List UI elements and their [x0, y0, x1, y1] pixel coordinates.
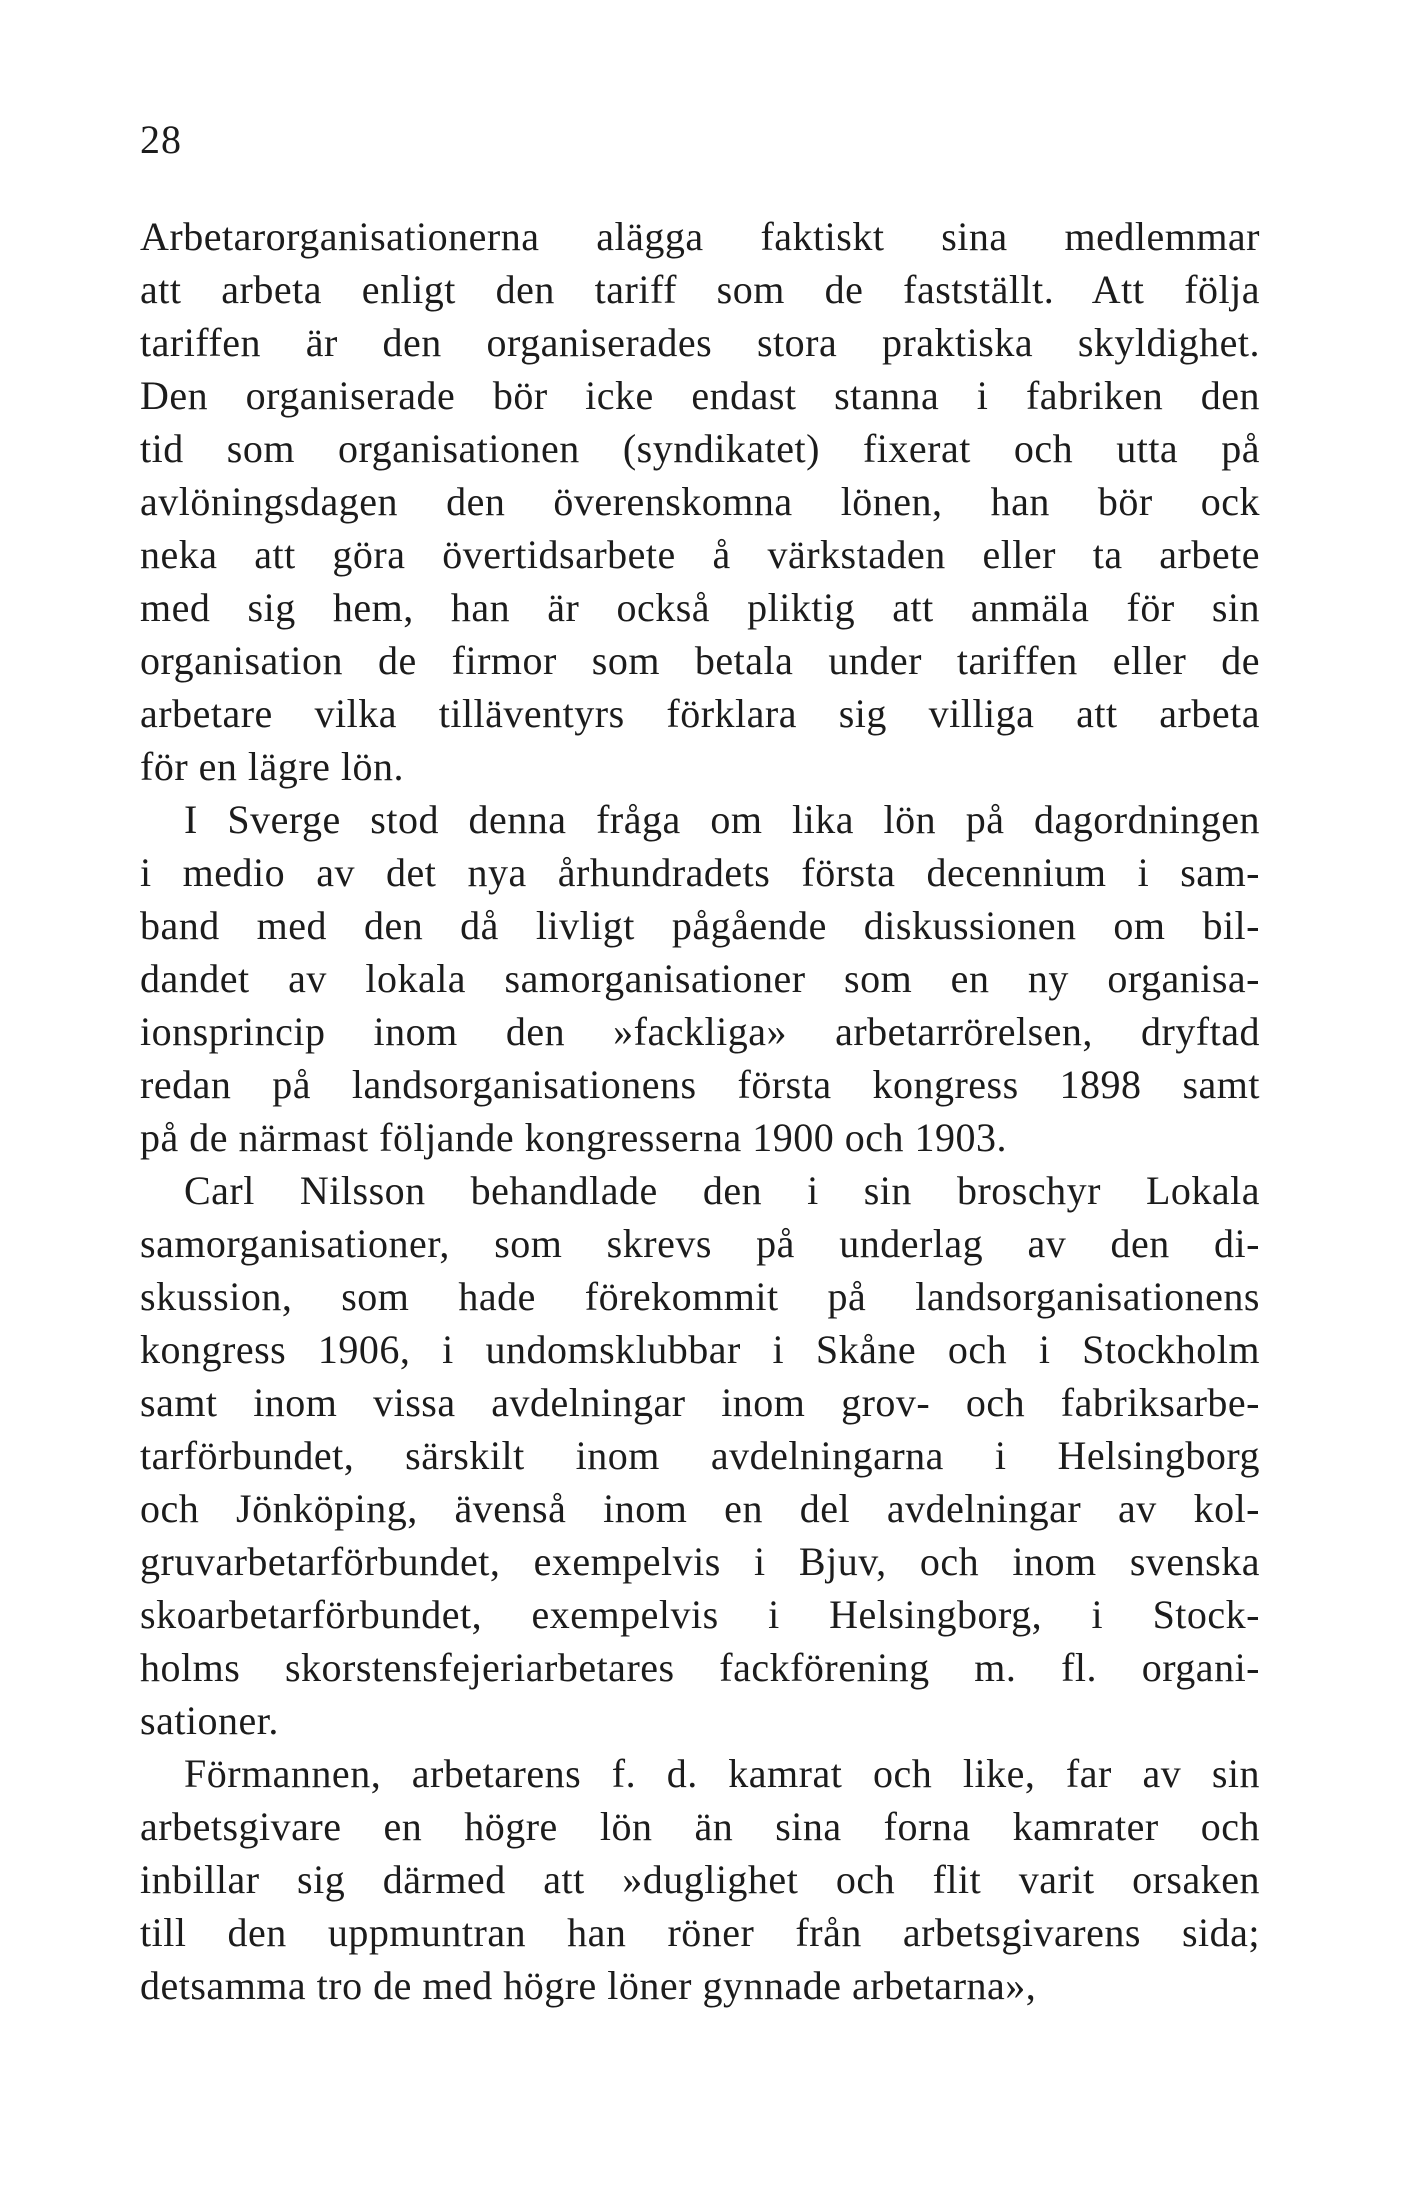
body-text [140, 210, 1260, 2012]
text-line: att arbeta enligt den tariff som de fastställt. Att följa [140, 267, 1260, 312]
text-line: för en lägre lön. [140, 744, 404, 789]
page-number: 28 [140, 117, 182, 162]
paragraph-1 [140, 210, 1260, 793]
text-line: avlöningsdagen den överenskomna lönen, han bör ock [140, 479, 1260, 524]
paragraph-2 [140, 793, 1260, 1164]
text-line: i medio av det nya århundradets första decennium i sam- [140, 850, 1260, 895]
text-line: kongress 1906, i undomsklubbar i Skåne och i Stockholm [140, 1327, 1260, 1372]
text-line: skussion, som hade förekommit på landsorganisationens [140, 1274, 1260, 1319]
text-line: organisation de firmor som betala under tariffen eller de [140, 638, 1260, 683]
text-line: gruvarbetarförbundet, exempelvis i Bjuv, och inom svenska [140, 1539, 1260, 1584]
text-line: tariffen är den organiserades stora praktiska skyldighet. [140, 320, 1260, 365]
text-line: ionsprincip inom den »fackliga» arbetarrörelsen, dryftad [140, 1009, 1260, 1054]
text-line: holms skorstensfejeriarbetares fackförening m. fl. organi- [140, 1645, 1260, 1690]
text-line: band med den då livligt pågående diskussionen om bil- [140, 903, 1260, 948]
text-line: på de närmast följande kongresserna 1900 och 1903. [140, 1115, 1007, 1160]
text-line: tid som organisationen (syndikatet) fixerat och utta på [140, 426, 1260, 471]
text-line: samorganisationer, som skrevs på underlag av den di- [140, 1221, 1260, 1266]
text-line: I Sverge stod denna fråga om lika lön på dagordningen [184, 797, 1260, 842]
text-line: neka att göra övertidsarbete å värkstaden eller ta arbete [140, 532, 1260, 577]
paragraph-4 [140, 1747, 1260, 2012]
text-line: redan på landsorganisationens första kongress 1898 samt [140, 1062, 1260, 1107]
text-line: till den uppmuntran han röner från arbetsgivarens sida; [140, 1910, 1260, 1955]
text-line: dandet av lokala samorganisationer som en ny organisa- [140, 956, 1260, 1001]
text-line: med sig hem, han är också pliktig att anmäla för sin [140, 585, 1260, 630]
text-line: Carl Nilsson behandlade den i sin broschyr Lokala [184, 1168, 1260, 1213]
text-line: samt inom vissa avdelningar inom grov- och fabriksarbe- [140, 1380, 1260, 1425]
text-line: Förmannen, arbetarens f. d. kamrat och like, far av sin [184, 1751, 1260, 1796]
text-line: och Jönköping, ävenså inom en del avdelningar av kol- [140, 1486, 1260, 1531]
text-line: detsamma tro de med högre löner gynnade arbetarna», [140, 1963, 1037, 2008]
text-line: skoarbetarförbundet, exempelvis i Helsingborg, i Stock- [140, 1592, 1260, 1637]
text-line: sationer. [140, 1698, 279, 1743]
text-line: Den organiserade bör icke endast stanna i fabriken den [140, 373, 1260, 418]
text-line: inbillar sig därmed att »duglighet och flit varit orsaken [140, 1857, 1260, 1902]
text-line: arbetsgivare en högre lön än sina forna kamrater och [140, 1804, 1260, 1849]
text-line: arbetare vilka tilläventyrs förklara sig villiga att arbeta [140, 691, 1260, 736]
paragraph-3 [140, 1164, 1260, 1747]
text-line: tarförbundet, särskilt inom avdelningarna i Helsingborg [140, 1433, 1260, 1478]
text-line: Arbetarorganisationerna alägga faktiskt sina medlemmar [140, 214, 1260, 259]
